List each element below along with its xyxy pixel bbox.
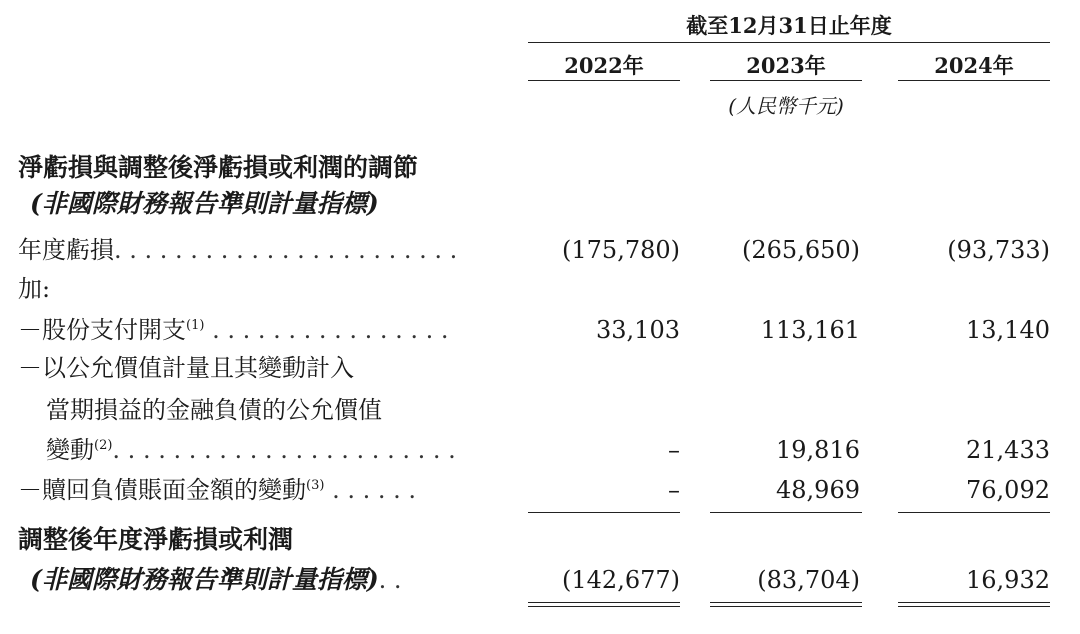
fvchange-2022: – xyxy=(668,436,680,464)
year-2024-rule xyxy=(898,80,1050,81)
adjusted-row-label xyxy=(30,566,402,594)
redemption-leader: . . . . . . xyxy=(332,476,416,504)
redemption-label: －贖回負債賬面金額的變動 xyxy=(18,476,306,504)
loss-leader: . . . . . . . . . . . . . . . . . . . . . . . xyxy=(114,236,458,264)
total-double-rule-2023 xyxy=(710,602,862,607)
sbc-leader: . . . . . . . . . . . . . . . . xyxy=(212,316,449,344)
period-header: 截至12月31日止年度 xyxy=(686,13,892,38)
loss-row-label xyxy=(18,236,457,264)
loss-2023: (265,650) xyxy=(742,236,860,264)
subtotal-rule-2022 xyxy=(528,512,680,513)
sbc-2022: 33,103 xyxy=(596,316,680,344)
redemption-2022: – xyxy=(668,476,680,504)
year-2024-header: 2024年 xyxy=(934,53,1014,78)
adjusted-2022: (142,677) xyxy=(562,566,680,594)
redemption-2024: 76,092 xyxy=(966,476,1050,504)
add-label: 加: xyxy=(18,275,51,303)
sbc-2023: 113,161 xyxy=(760,316,860,344)
fvchange-row-label xyxy=(46,436,456,464)
adjusted-title: 調整後年度淨虧損或利潤 xyxy=(18,525,294,554)
total-double-rule-2022 xyxy=(528,602,680,607)
fvchange-label-line2: 當期損益的金融負債的公允價值 xyxy=(46,396,382,424)
year-2023-rule xyxy=(710,80,862,81)
fvchange-2024: 21,433 xyxy=(966,436,1050,464)
sbc-row-label xyxy=(18,316,449,344)
section-title: 淨虧損與調整後淨虧損或利潤的調節 xyxy=(18,153,419,182)
unit-label: (人民幣千元) xyxy=(728,94,844,118)
year-2022-rule xyxy=(528,80,680,81)
loss-label: 年度虧損 xyxy=(18,236,114,264)
redemption-row-label xyxy=(18,476,416,504)
year-2023-header: 2023年 xyxy=(746,53,826,78)
adjusted-leader: . . xyxy=(378,566,402,594)
fvchange-note: (2) xyxy=(94,438,113,453)
loss-2022: (175,780) xyxy=(562,236,680,264)
header-rule xyxy=(528,42,1050,43)
section-subtitle: (非國際財務報告準則計量指標) xyxy=(30,189,379,218)
fvchange-2023: 19,816 xyxy=(776,436,860,464)
sbc-note: (1) xyxy=(186,318,205,333)
year-2022-header: 2022年 xyxy=(564,53,644,78)
redemption-note: (3) xyxy=(306,478,325,493)
redemption-2023: 48,969 xyxy=(776,476,860,504)
fvchange-leader: . . . . . . . . . . . . . . . . . . . . . . . xyxy=(112,436,456,464)
adjusted-2024: 16,932 xyxy=(966,566,1050,594)
loss-2024: (93,733) xyxy=(947,236,1050,264)
sbc-label: －股份支付開支 xyxy=(18,316,186,344)
adjusted-subtitle: (非國際財務報告準則計量指標) xyxy=(30,565,379,594)
subtotal-rule-2023 xyxy=(710,512,862,513)
adjusted-2023: (83,704) xyxy=(757,566,860,594)
fvchange-label-line3: 變動 xyxy=(46,436,94,464)
subtotal-rule-2024 xyxy=(898,512,1050,513)
sbc-2024: 13,140 xyxy=(966,316,1050,344)
total-double-rule-2024 xyxy=(898,602,1050,607)
fvchange-label-line1: －以公允價值計量且其變動計入 xyxy=(18,354,354,382)
